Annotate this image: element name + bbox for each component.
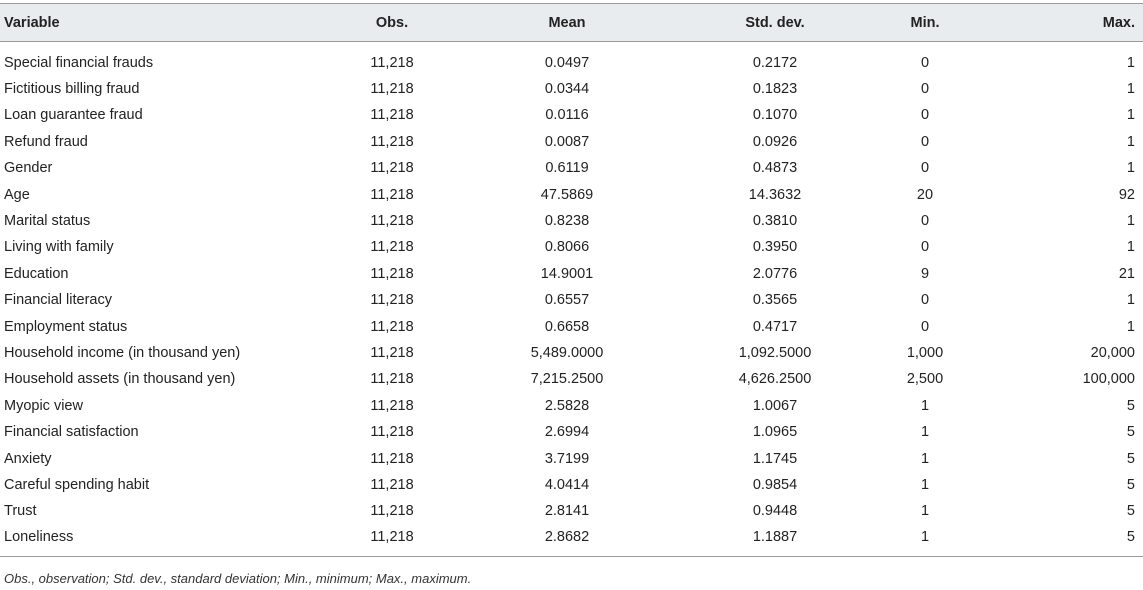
cell-obs: 11,218 [370,344,414,361]
cell-mean: 0.0087 [544,133,590,150]
table-row [0,76,1143,102]
table-row [0,472,1143,498]
cell-obs: 11,218 [370,54,414,71]
cell-obs: 11,218 [370,424,414,441]
cell-std-dev: 1,092.5000 [738,344,812,361]
cell-mean: 14.9001 [540,265,594,282]
cell-mean: 0.0344 [544,81,590,98]
cell-min: 0 [920,107,930,124]
header-max: Max. [980,4,1143,42]
cell-std-dev: 0.1070 [752,107,798,124]
summary-statistics-table [0,3,1143,557]
cell-variable: Anxiety [4,450,52,467]
cell-max: 1 [1126,54,1135,71]
cell-std-dev: 0.3810 [752,213,798,230]
cell-variable: Financial literacy [4,292,112,309]
cell-max: 5 [1126,450,1135,467]
cell-std-dev: 0.4873 [752,160,798,177]
cell-max: 5 [1126,397,1135,414]
table-row [0,234,1143,260]
cell-obs: 11,218 [370,476,414,493]
cell-min: 0 [920,213,930,230]
cell-min: 0 [920,292,930,309]
cell-obs: 11,218 [370,397,414,414]
cell-variable: Fictitious billing fraud [4,81,140,98]
cell-obs: 11,218 [370,213,414,230]
cell-variable: Careful spending habit [4,476,150,493]
table-row [0,42,1143,76]
cell-min: 1 [920,503,930,520]
cell-min: 0 [920,54,930,71]
cell-obs: 11,218 [370,265,414,282]
cell-std-dev: 0.3950 [752,239,798,256]
cell-min: 1 [920,397,930,414]
cell-std-dev: 1.0965 [752,424,798,441]
table-row [0,208,1143,234]
cell-variable: Trust [4,503,37,520]
cell-mean: 4.0414 [544,476,590,493]
cell-mean: 0.6557 [544,292,590,309]
cell-max: 92 [1118,186,1135,203]
cell-min: 1,000 [906,344,944,361]
cell-std-dev: 0.2172 [752,54,798,71]
cell-mean: 0.8238 [544,213,590,230]
cell-std-dev: 1.0067 [752,397,798,414]
table-row [0,313,1143,339]
cell-max: 5 [1126,424,1135,441]
cell-min: 1 [920,450,930,467]
cell-std-dev: 0.3565 [752,292,798,309]
cell-std-dev: 1.1745 [752,450,798,467]
table-body [0,42,1143,557]
table-row [0,340,1143,366]
cell-min: 20 [916,186,934,203]
table-row [0,366,1143,392]
cell-variable: Education [4,265,69,282]
cell-min: 0 [920,160,930,177]
cell-min: 9 [920,265,930,282]
cell-variable: Loan guarantee fraud [4,107,143,124]
cell-mean: 3.7199 [544,450,590,467]
cell-max: 1 [1126,160,1135,177]
table-row [0,155,1143,181]
cell-max: 5 [980,525,1143,557]
cell-std-dev: 2.0776 [752,265,798,282]
table-row [0,525,1143,557]
header-variable: Variable [0,4,330,42]
cell-max: 21 [1118,265,1135,282]
cell-mean: 2.8682 [454,525,680,557]
cell-obs: 11,218 [370,371,414,388]
cell-max: 5 [1126,503,1135,520]
cell-std-dev: 0.9854 [752,476,798,493]
cell-obs: 11,218 [370,160,414,177]
cell-std-dev: 0.4717 [752,318,798,335]
cell-obs: 11,218 [330,525,454,557]
header-min: Min. [870,4,980,42]
cell-max: 1 [1126,239,1135,256]
header-row [0,4,1143,42]
cell-min: 0 [920,239,930,256]
cell-mean: 0.0497 [544,54,590,71]
cell-mean: 0.6119 [545,160,589,177]
cell-variable: Gender [4,160,53,177]
cell-variable: Household assets (in thousand yen) [4,371,236,388]
cell-variable: Refund fraud [4,133,88,150]
cell-mean: 7,215.2500 [530,371,604,388]
cell-mean: 2.8141 [544,503,590,520]
cell-obs: 11,218 [370,292,414,309]
cell-std-dev: 4,626.2500 [738,371,812,388]
cell-max: 1 [1126,81,1135,98]
table-row [0,419,1143,445]
cell-max: 5 [1126,476,1135,493]
table-row [0,498,1143,524]
cell-variable: Living with family [4,239,114,256]
cell-max: 1 [1126,213,1135,230]
cell-variable: Special financial frauds [4,54,154,71]
cell-variable: Age [4,186,30,203]
cell-obs: 11,218 [370,186,414,203]
table-row [0,393,1143,419]
cell-max: 20,000 [1090,344,1135,361]
cell-max: 1 [1126,292,1135,309]
cell-std-dev: 0.1823 [752,81,798,98]
cell-min: 1 [920,476,930,493]
table-footnote: Obs., observation; Std. dev., standard deviation; Min., minimum; Max., maximum. [4,571,472,586]
cell-std-dev: 0.0926 [752,133,798,150]
header-std-dev: Std. dev. [680,4,870,42]
cell-mean: 2.5828 [544,397,590,414]
cell-obs: 11,218 [370,133,414,150]
cell-variable: Household income (in thousand yen) [4,344,241,361]
table-row [0,445,1143,471]
cell-min: 0 [920,133,930,150]
cell-variable: Loneliness [0,525,330,557]
cell-min: 1 [920,424,930,441]
cell-max: 100,000 [1082,371,1135,388]
cell-obs: 11,218 [370,81,414,98]
cell-max: 1 [1126,318,1135,335]
cell-variable: Myopic view [4,397,83,414]
cell-std-dev: 1.1887 [680,525,870,557]
cell-obs: 11,218 [370,503,414,520]
cell-variable: Financial satisfaction [4,424,139,441]
cell-min: 0 [920,318,930,335]
cell-obs: 11,218 [370,107,414,124]
cell-std-dev: 0.9448 [752,503,798,520]
cell-max: 1 [1126,133,1135,150]
cell-mean: 47.5869 [540,186,594,203]
cell-variable: Marital status [4,213,91,230]
header-obs: Obs. [330,4,454,42]
cell-min: 2,500 [906,371,944,388]
cell-std-dev: 14.3632 [748,186,802,203]
cell-variable: Employment status [4,318,128,335]
cell-max: 1 [1126,107,1135,124]
table-row [0,261,1143,287]
table-row [0,287,1143,313]
header-mean: Mean [454,4,680,42]
cell-mean: 0.0116 [545,107,589,124]
cell-mean: 2.6994 [544,424,590,441]
cell-mean: 0.8066 [544,239,590,256]
table-row [0,129,1143,155]
cell-obs: 11,218 [370,450,414,467]
table-header [0,4,1143,42]
cell-mean: 0.6658 [544,318,590,335]
cell-obs: 11,218 [370,239,414,256]
table-row [0,181,1143,207]
cell-min: 1 [870,525,980,557]
cell-mean: 5,489.0000 [530,344,604,361]
cell-obs: 11,218 [370,318,414,335]
table-row [0,102,1143,128]
cell-min: 0 [920,81,930,98]
